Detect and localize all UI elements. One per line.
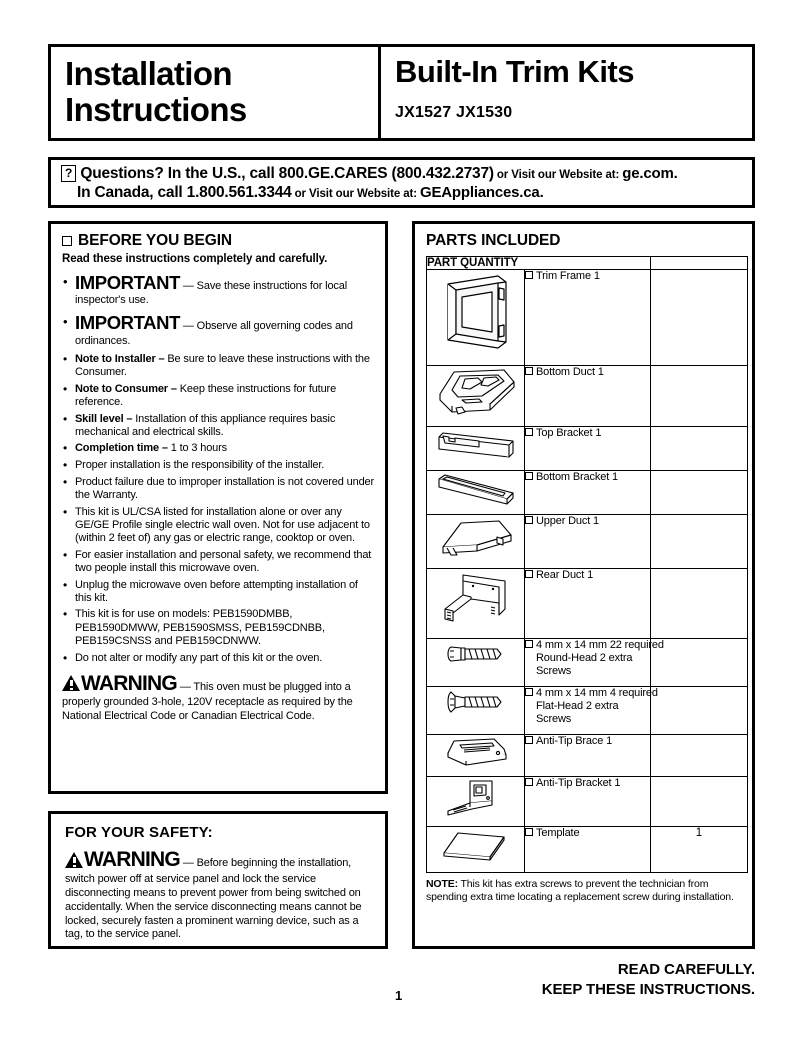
anti-tip-brace-icon [436, 735, 516, 769]
list-item [62, 272, 375, 307]
footer-line2: KEEP THESE INSTRUCTIONS. [541, 981, 755, 999]
checkbox-icon [525, 828, 533, 836]
list-item-text: 1 to 3 hours [170, 442, 227, 455]
table-row [427, 515, 748, 569]
part-name-cell [525, 366, 651, 427]
checkbox-icon [525, 570, 533, 578]
part-name: Anti-Tip Brace 1 [536, 735, 613, 747]
part-name-line2: Round-Head 2 extra [536, 651, 633, 664]
upper-duct-icon [433, 515, 519, 563]
list-item-lead: Note to Installer – [75, 352, 165, 365]
footer-line1: READ CAREFULLY. [617, 961, 755, 978]
questions-canada-website-label: or Visit our Website at: [294, 188, 418, 200]
list-item [62, 652, 375, 665]
part-name-cell [525, 827, 651, 873]
list-item-lead: Note to Consumer – [75, 382, 177, 395]
part-name: Top Bracket 1 [536, 427, 602, 439]
checkbox-icon [525, 640, 533, 648]
model-numbers: JX1527 JX1530 [395, 103, 513, 121]
part-qty-cell [651, 471, 748, 515]
part-name-cell [525, 777, 651, 827]
list-item [62, 442, 375, 455]
checkbox-icon [62, 236, 72, 246]
part-image-cell [427, 515, 525, 569]
warning-triangle-icon [65, 852, 83, 868]
part-name: 4 mm x 14 mm 4 required [536, 687, 658, 699]
warning-heading [65, 847, 180, 873]
part-qty-cell [651, 270, 748, 366]
part-name-cell [525, 427, 651, 471]
top-bracket-icon [433, 427, 519, 463]
part-image-cell [427, 777, 525, 827]
warning-text: This oven must be plugged into a properly grounded 3-hole, 120V receptacle as required by the National Electrical Code or Canadian Electrical Code. [62, 680, 353, 722]
document-header [48, 44, 755, 141]
part-name-cell [525, 515, 651, 569]
table-row [427, 777, 748, 827]
part-name-cell [525, 569, 651, 639]
anti-tip-bracket-icon [436, 777, 516, 821]
footer-note [542, 960, 755, 1001]
list-item-lead: Skill level – [75, 412, 133, 425]
template-icon [436, 827, 516, 865]
part-name-cell [525, 471, 651, 515]
important-dash: — [182, 280, 194, 292]
part-name-cell [525, 687, 658, 735]
part-qty-cell [651, 366, 748, 427]
flat-head-screw-icon [441, 687, 511, 717]
for-your-safety-panel [48, 811, 388, 949]
list-item-text: Observe all governing codes and ordinances. [75, 320, 353, 347]
list-item [62, 353, 375, 379]
list-item-text: Product failure due to improper installation is not covered under the Warranty. [75, 475, 375, 501]
questions-line-canada [61, 184, 746, 202]
part-name: Rear Duct 1 [536, 569, 594, 581]
warning-dash: — [179, 680, 191, 693]
table-row [427, 366, 748, 427]
warning-dash: — [182, 857, 194, 870]
table-header-part-quantity: PART QUANTITY [427, 257, 651, 270]
part-name-line3: Screws [536, 664, 572, 677]
part-image-cell [427, 827, 525, 873]
note-label: NOTE: [426, 878, 458, 890]
questions-us-website: ge.com. [622, 165, 678, 182]
part-qty-cell: 1 [651, 827, 748, 873]
part-name-cell [525, 735, 651, 777]
before-you-begin-panel [48, 221, 388, 794]
checkbox-icon [525, 271, 533, 279]
checkbox-icon [525, 688, 533, 696]
questions-us-text: Questions? In the U.S., call 800.GE.CARES (800.432.2737) [80, 165, 494, 182]
list-item-text: Proper installation is the responsibility of the installer. [75, 459, 325, 472]
part-qty-cell [651, 687, 748, 735]
bottom-duct-icon [432, 366, 520, 422]
before-you-begin-list [62, 272, 375, 665]
part-qty-cell [651, 569, 748, 639]
list-item-lead: Completion time – [75, 442, 168, 455]
trim-frame-icon [436, 270, 516, 354]
table-row [427, 735, 748, 777]
checkbox-icon [525, 516, 533, 524]
question-mark-icon: ? [61, 165, 76, 182]
list-item-text: This kit is for use on models: PEB1590DMBB, PEB1590DMWW, PEB1590SMSS, PEB159CDNBB, PEB159CSNSS and PEB159CDNWW. [75, 608, 325, 647]
list-item-text: For easier installation and personal safety, we recommend that two people install this microwave oven. [75, 548, 372, 574]
warning-label: WARNING [84, 848, 180, 871]
questions-us-website-label: or Visit our Website at: [496, 169, 620, 181]
part-image-cell [427, 427, 525, 471]
part-name: Trim Frame 1 [536, 270, 600, 282]
electrical-warning [62, 671, 375, 723]
list-item [62, 608, 375, 648]
list-item [62, 312, 375, 347]
parts-table [426, 256, 748, 873]
part-name-line3: Screws [536, 712, 572, 725]
table-row [427, 639, 748, 687]
list-item [62, 579, 375, 605]
part-name: Upper Duct 1 [536, 515, 600, 527]
warning-label: WARNING [81, 671, 177, 695]
part-image-cell [427, 366, 525, 427]
list-item [62, 476, 375, 502]
for-your-safety-title: FOR YOUR SAFETY: [65, 824, 213, 841]
questions-banner [48, 157, 755, 208]
part-name-cell [525, 270, 651, 366]
part-qty-cell [651, 735, 748, 777]
part-name: 4 mm x 14 mm 22 required [536, 639, 664, 651]
header-title-line2: Instructions [65, 91, 247, 129]
note-text: This kit has extra screws to prevent the technician from spending extra time locating a replacement screw during installation. [426, 878, 734, 903]
header-left-title-block [51, 47, 381, 138]
list-item [62, 459, 375, 472]
warning-heading [62, 671, 177, 697]
part-qty-cell [651, 639, 748, 687]
part-name: Bottom Bracket 1 [536, 471, 618, 483]
table-row [427, 471, 748, 515]
part-qty-cell [651, 427, 748, 471]
list-item [62, 506, 375, 546]
table-row [427, 427, 748, 471]
questions-line-us [61, 165, 746, 183]
table-row [427, 270, 748, 366]
list-item-text: Keep these instructions for future reference. [75, 382, 337, 408]
before-you-begin-subtitle: Read these instructions completely and carefully. [62, 253, 328, 265]
part-name-cell [525, 639, 664, 687]
warning-triangle-icon [62, 675, 80, 691]
part-image-cell [427, 471, 525, 515]
part-image-cell [427, 270, 525, 366]
part-image-cell [427, 569, 525, 639]
part-qty-cell [651, 777, 748, 827]
list-item-text: This kit is UL/CSA listed for installation alone or over any GE/GE Profile single electric wall oven. Not for use adjacent to (within 2 feet of) any gas or electric range, cooktop or oven. [75, 505, 370, 544]
checkbox-icon [525, 367, 533, 375]
part-image-cell [427, 687, 525, 735]
parts-note [426, 878, 742, 904]
rear-duct-icon [433, 569, 519, 631]
round-head-screw-icon [441, 639, 511, 669]
part-name: Bottom Duct 1 [536, 366, 604, 378]
table-header-blank [651, 257, 748, 270]
list-item-text: Be sure to leave these instructions with the Consumer. [75, 352, 370, 378]
important-label: IMPORTANT [75, 312, 180, 334]
parts-included-title: PARTS INCLUDED [426, 232, 561, 249]
part-image-cell [427, 639, 525, 687]
questions-canada-text: In Canada, call 1.800.561.3344 [77, 184, 292, 201]
header-title-line1: Installation [65, 55, 232, 92]
warning-text: Before beginning the installation, switch power off at service panel and lock the service disconnecting means to prevent power from being switched on accidentally. When the service disconnecting means cannot be locked, securely fasten a prominent warning device, such as a tag, to the service panel. [65, 857, 362, 941]
list-item-text: Save these instructions for local inspector's use. [75, 280, 348, 307]
checkbox-icon [525, 428, 533, 436]
important-dash: — [182, 320, 194, 333]
part-qty-cell [651, 515, 748, 569]
checkbox-icon [525, 736, 533, 744]
table-row [427, 687, 748, 735]
list-item-text: Installation of this appliance requires basic mechanical and electrical skills. [75, 412, 336, 438]
page-number: 1 [395, 988, 403, 1003]
part-name-line2: Flat-Head 2 extra [536, 699, 619, 712]
before-you-begin-title: BEFORE YOU BEGIN [78, 232, 232, 249]
table-row [427, 569, 748, 639]
important-label: IMPORTANT [75, 272, 180, 293]
part-image-cell [427, 735, 525, 777]
product-title: Built-In Trim Kits [395, 54, 634, 89]
list-item-text: Unplug the microwave oven before attempting installation of this kit. [75, 578, 358, 604]
checkbox-icon [525, 472, 533, 480]
checkbox-icon [525, 778, 533, 786]
parts-included-panel [412, 221, 755, 949]
before-you-begin-title-row [62, 232, 375, 250]
list-item [62, 383, 375, 409]
list-item [62, 549, 375, 575]
header-right-product-block [381, 47, 752, 138]
table-row [427, 827, 748, 873]
list-item [62, 413, 375, 439]
part-name: Anti-Tip Bracket 1 [536, 777, 621, 789]
bottom-bracket-icon [433, 471, 519, 507]
part-name: Template [536, 827, 580, 839]
list-item-text: Do not alter or modify any part of this kit or the oven. [75, 651, 323, 664]
questions-canada-website: GEAppliances.ca. [420, 184, 544, 201]
table-header-row [427, 257, 748, 270]
safety-warning [65, 847, 373, 942]
